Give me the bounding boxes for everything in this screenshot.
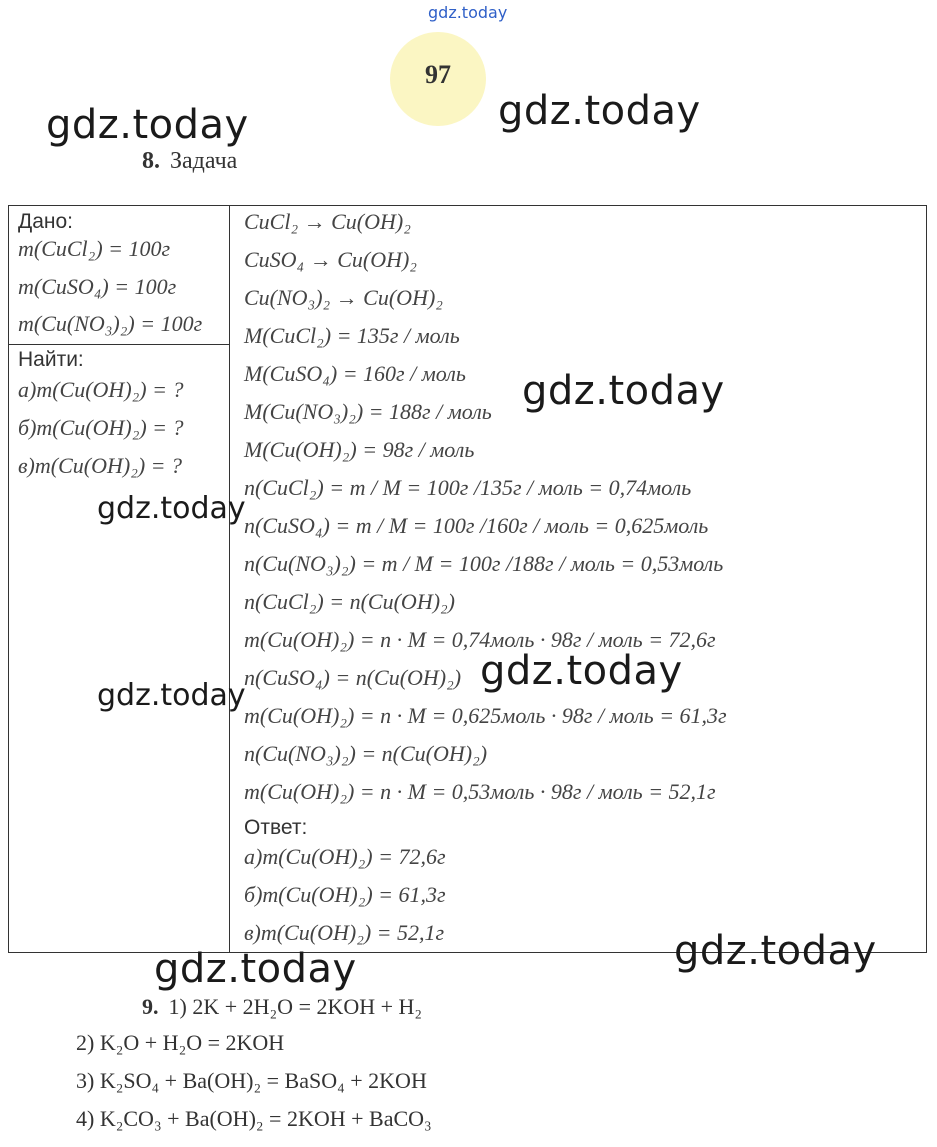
given-label: Дано: <box>18 210 74 233</box>
reaction-1: 1) 2K + 2H₂O = 2KOH + H₂ <box>168 994 423 1019</box>
solution-line: M(CuCl₂) = 135г / моль <box>244 323 460 348</box>
find-item: б)m(Cu(OH)₂) = ? <box>18 415 184 440</box>
find-label: Найти: <box>18 348 84 371</box>
answer-item: а)m(Cu(OH)₂) = 72,6г <box>244 844 446 869</box>
watermark: gdz.today <box>97 491 246 526</box>
solution-line: n(Cu(NO₃)₂) = m / M = 100г /188г / моль = 0,53моль <box>244 551 724 576</box>
answer-item: б)m(Cu(OH)₂) = 61,3г <box>244 882 446 907</box>
watermark: gdz.today <box>46 102 249 148</box>
watermark: gdz.today <box>522 368 725 414</box>
watermark: gdz.today <box>154 946 357 992</box>
solution-line: M(Cu(NO₃)₂) = 188г / моль <box>244 399 492 424</box>
table-row-divider <box>8 344 230 345</box>
solution-line: n(Cu(NO₃)₂) = n(Cu(OH)₂) <box>244 741 488 766</box>
answer-item: в)m(Cu(OH)₂) = 52,1г <box>244 920 445 945</box>
given-item: m(CuCl₂) = 100г <box>18 236 171 261</box>
watermark-top: gdz.today <box>428 3 508 22</box>
task-8-number: 8. <box>142 148 160 174</box>
solution-line: M(CuSO₄) = 160г / моль <box>244 361 466 386</box>
solution-line: CuSO₄ → Cu(OH)₂ <box>244 247 417 272</box>
solution-line: n(CuSO₄) = m / M = 100г /160г / моль = 0,625моль <box>244 513 709 538</box>
given-item: m(CuSO₄) = 100г <box>18 274 177 299</box>
task-8-heading: Задача <box>170 148 238 174</box>
task-8-title <box>142 148 237 175</box>
solution-line: n(CuCl₂) = m / M = 100г /135г / моль = 0,74моль <box>244 475 692 500</box>
page-number: 97 <box>425 60 451 89</box>
watermark: gdz.today <box>674 928 877 974</box>
solution-line: m(Cu(OH)₂) = n · M = 0,53моль · 98г / моль = 52,1г <box>244 779 716 804</box>
given-item: m(Cu(NO₃)₂) = 100г <box>18 311 203 336</box>
answer-label: Ответ: <box>244 816 308 839</box>
solution-line: n(CuSO₄) = n(Cu(OH)₂) <box>244 665 462 690</box>
solution-line: m(Cu(OH)₂) = n · M = 0,625моль · 98г / моль = 61,3г <box>244 703 727 728</box>
solution-line: Cu(NO₃)₂ → Cu(OH)₂ <box>244 285 443 310</box>
find-item: в)m(Cu(OH)₂) = ? <box>18 453 183 478</box>
solution-line: M(Cu(OH)₂) = 98г / моль <box>244 437 475 462</box>
watermark: gdz.today <box>97 678 246 713</box>
task-9-line <box>142 994 422 1020</box>
task-9-number: 9. <box>142 994 159 1019</box>
reaction-4: 4) K₂CO₃ + Ba(OH)₂ = 2KOH + BaCO₃ <box>76 1106 432 1131</box>
solution-line: CuCl₂ → Cu(OH)₂ <box>244 209 411 234</box>
table-column-divider <box>229 205 230 953</box>
solution-line: m(Cu(OH)₂) = n · M = 0,74моль · 98г / моль = 72,6г <box>244 627 716 652</box>
reaction-2: 2) K₂O + H₂O = 2KOH <box>76 1030 285 1055</box>
find-item: а)m(Cu(OH)₂) = ? <box>18 377 184 402</box>
watermark: gdz.today <box>498 88 701 134</box>
reaction-3: 3) K₂SO₄ + Ba(OH)₂ = BaSO₄ + 2KOH <box>76 1068 427 1093</box>
watermark: gdz.today <box>480 648 683 694</box>
solution-line: n(CuCl₂) = n(Cu(OH)₂) <box>244 589 456 614</box>
